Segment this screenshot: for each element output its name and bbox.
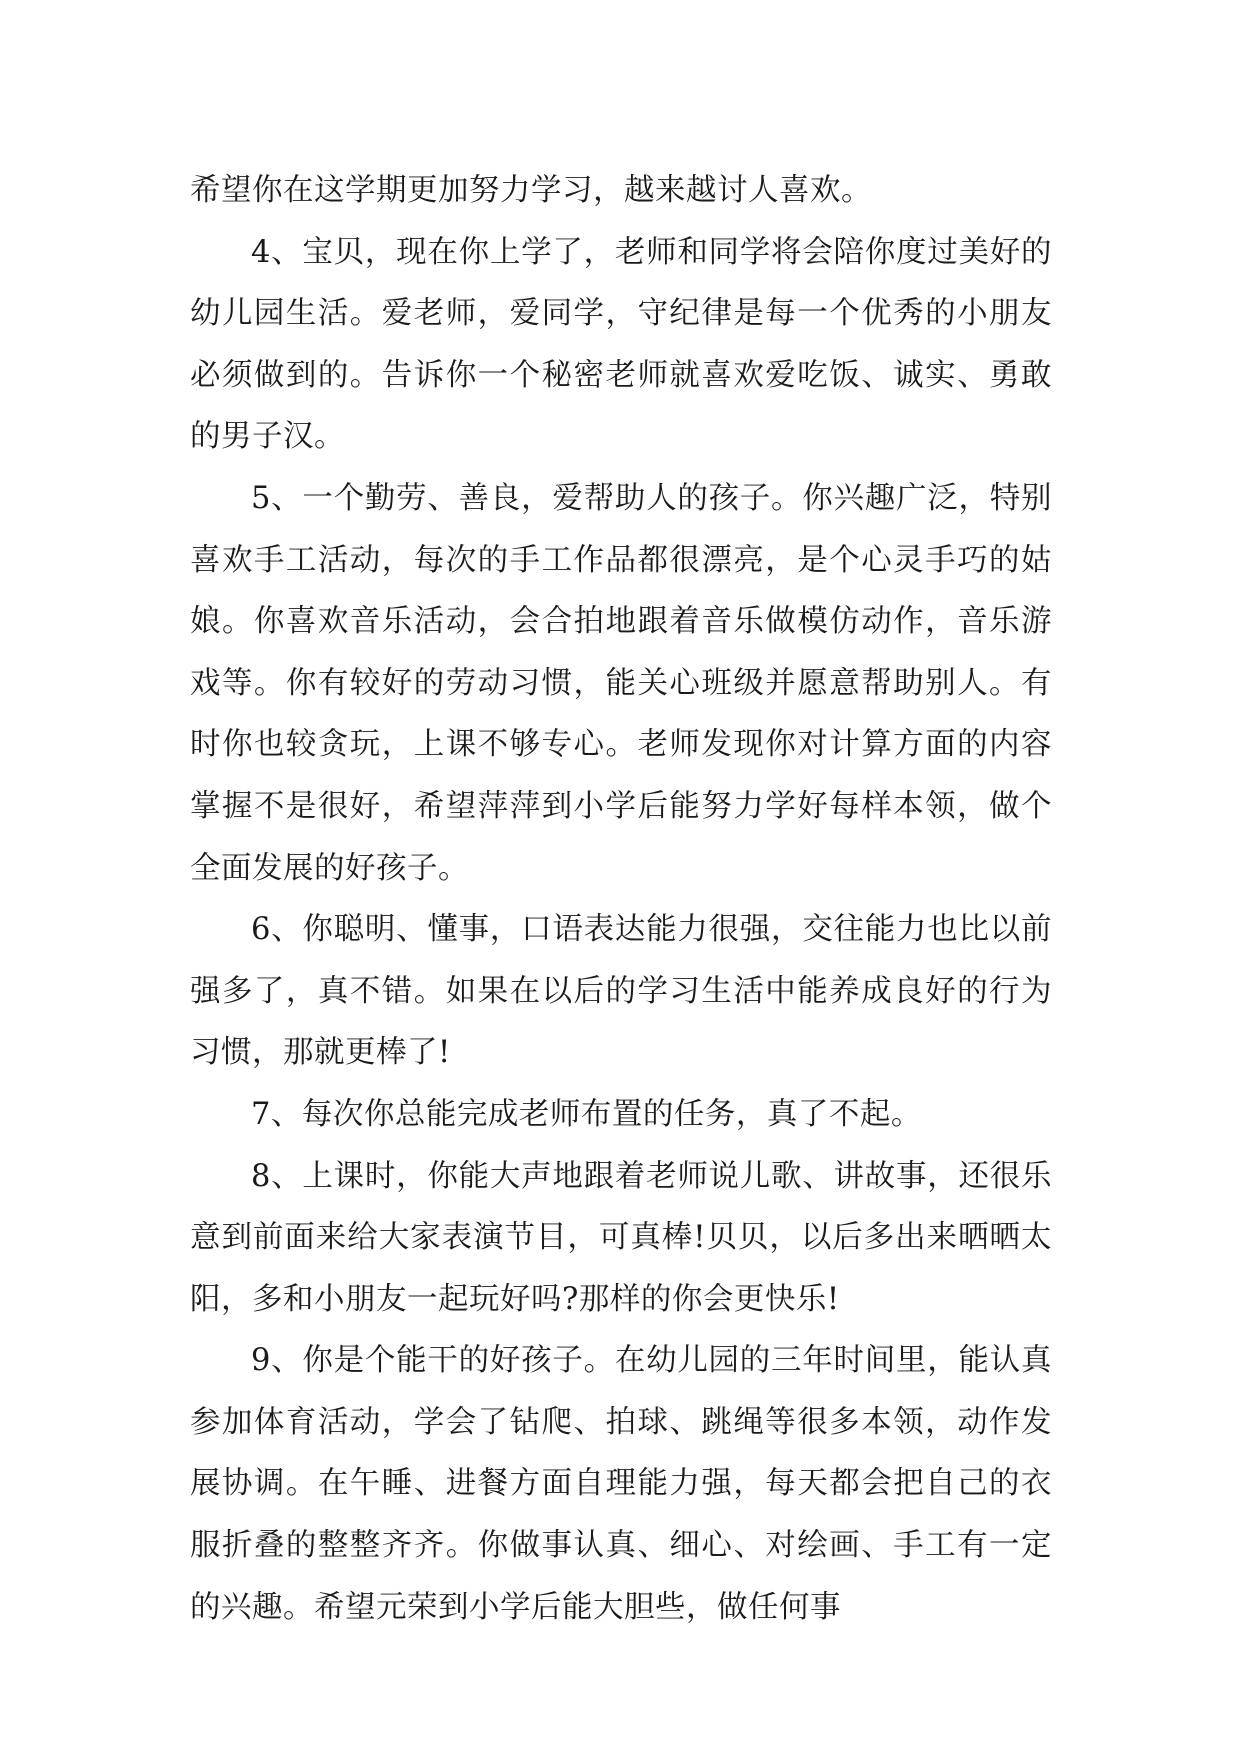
document-body <box>190 160 1052 1638</box>
paragraph-2: 4、宝贝，现在你上学了，老师和同学将会陪你度过美好的幼儿园生活。爱老师，爱同学，守纪律是每一个优秀的小朋友必须做到的。告诉你一个秘密老师就喜欢爱吃饭、诚实、勇敢的男子汉。 <box>190 234 1052 455</box>
paragraph-6: 8、上课时，你能大声地跟着老师说儿歌、讲故事，还很乐意到前面来给大家表演节目，可真棒!贝贝，以后多出来晒晒太阳，多和小朋友一起玩好吗?那样的你会更快乐! <box>190 1158 1052 1317</box>
paragraph-7: 9、你是个能干的好孩子。在幼儿园的三年时间里，能认真参加体育活动，学会了钻爬、拍球、跳绳等很多本领，动作发展协调。在午睡、进餐方面自理能力强，每天都会把自己的衣服折叠的整整齐齐。你做事认真、细心、对绘画、手工有一定的兴趣。希望元荣到小学后能大胆些，做任何事 <box>190 1343 1052 1625</box>
paragraph-3: 5、一个勤劳、善良，爱帮助人的孩子。你兴趣广泛，特别喜欢手工活动，每次的手工作品都很漂亮，是个心灵手巧的姑娘。你喜欢音乐活动，会合拍地跟着音乐做模仿动作，音乐游戏等。你有较好的劳动习惯，能关心班级并愿意帮助别人。有时你也较贪玩，上课不够专心。老师发现你对计算方面的内容掌握不是很好，希望萍萍到小学后能努力学好每样本领，做个全面发展的好孩子。 <box>190 480 1052 886</box>
paragraph-5: 7、每次你总能完成老师布置的任务，真了不起。 <box>251 1096 922 1132</box>
paragraph-4: 6、你聪明、懂事，口语表达能力很强，交往能力也比以前强多了，真不错。如果在以后的学习生活中能养成良好的行为习惯，那就更棒了! <box>190 912 1052 1071</box>
paragraph-1: 希望你在这学期更加努力学习，越来越讨人喜欢。 <box>190 173 872 208</box>
